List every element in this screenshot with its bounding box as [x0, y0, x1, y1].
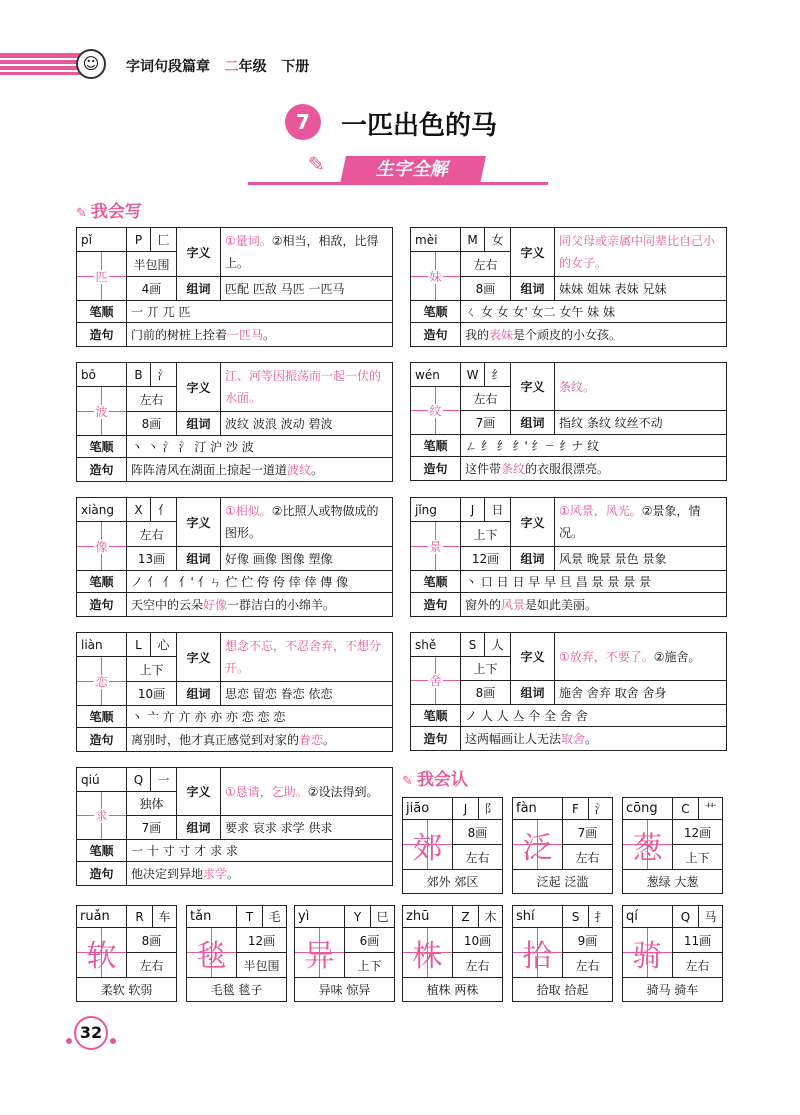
- page-number-badge: [66, 1016, 114, 1050]
- section-read: [402, 765, 468, 790]
- stroke-count: 12画: [461, 547, 511, 571]
- sentence-post: 的衣服很漂亮。: [525, 462, 610, 476]
- sentence-post: 。: [227, 867, 240, 881]
- sentence-label: 造句: [411, 593, 461, 617]
- words-label: 组词: [177, 816, 221, 840]
- words-label: 组词: [511, 277, 555, 301]
- stroke-order: 一 丌 兀 匹: [127, 301, 393, 323]
- header-stripe: [0, 70, 86, 72]
- stroke-count: 13画: [127, 547, 177, 571]
- sentence-highlight: 取舍: [561, 732, 586, 746]
- stroke-count: 8画: [453, 820, 503, 845]
- sentence-highlight: 表妹: [489, 328, 514, 342]
- index-letter: J: [453, 798, 479, 820]
- radical: 氵: [151, 363, 177, 387]
- index-letter: X: [127, 498, 151, 522]
- stroke-order: ノ 人 人 亼 仐 全 舍 舍: [461, 705, 727, 727]
- stroke-order-label: 笔顺: [411, 571, 461, 593]
- volume: 下册: [281, 59, 310, 75]
- sentence: [461, 727, 727, 751]
- structure: 左右: [673, 953, 723, 978]
- stroke-count: 7画: [563, 820, 613, 845]
- pinyin: wén: [411, 363, 461, 387]
- stroke-count: 10画: [127, 682, 177, 706]
- sentence-pre: 我的: [465, 328, 490, 342]
- stroke-order-label: 笔顺: [77, 301, 127, 323]
- write-card: [410, 497, 727, 617]
- words: 柔软 软弱: [77, 978, 177, 1002]
- words: 指纹 条纹 纹丝不动: [555, 411, 727, 435]
- stroke-order-label: 笔顺: [411, 301, 461, 323]
- sentence-highlight: 一匹马: [227, 328, 264, 342]
- meaning-part-a: ①量词。: [225, 234, 272, 248]
- radical: 女: [485, 228, 511, 252]
- character: [411, 657, 461, 705]
- character-glyph: 恋: [95, 674, 108, 689]
- words-label: 组词: [511, 681, 555, 705]
- character: 葱: [623, 820, 673, 870]
- sentence-post: 是如此美丽。: [525, 598, 598, 612]
- pinyin: zhū: [403, 906, 453, 928]
- write-card: [76, 767, 393, 886]
- structure: 独体: [127, 792, 177, 816]
- stroke-order-label: 笔顺: [411, 435, 461, 457]
- character: 株: [403, 928, 453, 978]
- structure: 半包围: [237, 953, 287, 978]
- index-letter: R: [127, 906, 153, 928]
- structure: 左右: [127, 387, 177, 412]
- words: 好像 画像 图像 塑像: [221, 547, 393, 571]
- structure: 上下: [673, 845, 723, 870]
- structure: 半包围: [127, 252, 177, 277]
- words-label: 组词: [177, 277, 221, 301]
- words: 施舍 舍弃 取舍 舍身: [555, 681, 727, 705]
- index-letter: S: [563, 906, 589, 928]
- sentence: [127, 862, 393, 886]
- pinyin: mèi: [411, 228, 461, 252]
- grade-prefix: 二: [224, 59, 239, 75]
- stroke-count: 8画: [127, 412, 177, 436]
- sentence-pre: 窗外的: [465, 598, 502, 612]
- meaning: [555, 228, 727, 277]
- meaning-label: 字义: [177, 768, 221, 816]
- meaning: [221, 363, 393, 412]
- structure: 左右: [563, 953, 613, 978]
- words: 毛毯 毯子: [187, 978, 287, 1002]
- stroke-count: 10画: [453, 928, 503, 953]
- pinyin: yì: [295, 906, 345, 928]
- pinyin: shí: [513, 906, 563, 928]
- stroke-count: 9画: [563, 928, 613, 953]
- lesson-name: 一匹出色的马: [341, 111, 498, 141]
- character-glyph: 妹: [429, 269, 442, 284]
- meaning-part-a: 同父母或亲属中同辈比自己小的女子。: [559, 234, 716, 270]
- meaning-part-b: ②景象，情况。: [559, 504, 701, 540]
- words: 匹配 匹敌 马匹 一匹马: [221, 277, 393, 301]
- radical: 扌: [589, 906, 613, 928]
- dot: [110, 1038, 116, 1044]
- stroke-order-label: 笔顺: [77, 571, 127, 593]
- sentence-pre: 这两幅画让人无法: [465, 732, 562, 746]
- structure: 上下: [345, 953, 395, 978]
- write-card: [410, 227, 727, 347]
- write-card: [410, 362, 727, 481]
- stroke-order-label: 笔顺: [77, 436, 127, 458]
- character: [77, 792, 127, 840]
- structure: 左右: [127, 953, 177, 978]
- character: [411, 387, 461, 435]
- words: 葱绿 大葱: [623, 870, 723, 894]
- words: 思恋 留恋 眷恋 依恋: [221, 682, 393, 706]
- meaning: [221, 633, 393, 682]
- index-letter: Z: [453, 906, 479, 928]
- series-name: 字词句段篇章: [126, 59, 210, 75]
- radical: 马: [699, 906, 723, 928]
- character: [77, 252, 127, 301]
- index-letter: W: [461, 363, 485, 387]
- words-label: 组词: [177, 682, 221, 706]
- meaning-label: 字义: [511, 228, 555, 277]
- structure: 上下: [461, 657, 511, 681]
- sentence-pre: 门前的树桩上拴着: [131, 328, 228, 342]
- radical: 阝: [479, 798, 503, 820]
- words: 骑马 骑车: [623, 978, 723, 1002]
- meaning: [555, 633, 727, 681]
- words-label: 组词: [177, 547, 221, 571]
- character-glyph: 像: [95, 539, 108, 554]
- sentence-label: 造句: [411, 323, 461, 347]
- sentence-post: 。: [263, 328, 276, 342]
- meaning: [221, 498, 393, 547]
- sentence-pre: 离别时，他才真正感觉到对家的: [131, 733, 300, 747]
- pencil-icon: ✎: [308, 152, 325, 176]
- words: 植株 两株: [403, 978, 503, 1002]
- pinyin: cōng: [623, 798, 673, 820]
- structure: 左右: [461, 387, 511, 411]
- sentence-highlight: 风景: [501, 598, 526, 612]
- character: [411, 522, 461, 571]
- index-letter: C: [673, 798, 699, 820]
- stroke-order-label: 笔顺: [77, 840, 127, 862]
- pinyin: jǐng: [411, 498, 461, 522]
- sentence-post: 一群洁白的小绵羊。: [227, 598, 336, 612]
- header-stripe: [0, 58, 86, 60]
- stroke-order: ㄑ 女 女 女' 女二 女午 妹 妹: [461, 301, 727, 323]
- radical: 心: [151, 633, 177, 657]
- words: 要求 哀求 求学 供求: [221, 816, 393, 840]
- sentence-label: 造句: [77, 862, 127, 886]
- sentence: [127, 458, 393, 482]
- write-card: [76, 497, 393, 617]
- page-number: 32: [74, 1016, 108, 1050]
- sentence-highlight: 波纹: [287, 463, 312, 477]
- meaning-label: 字义: [177, 363, 221, 412]
- radical: 纟: [485, 363, 511, 387]
- character-glyph: 舍: [429, 674, 442, 688]
- index-letter: P: [127, 228, 151, 252]
- stroke-count: 8画: [461, 681, 511, 705]
- sentence-post: 。: [323, 733, 336, 747]
- words-label: 组词: [511, 547, 555, 571]
- page-header: [0, 49, 800, 79]
- pinyin: pǐ: [77, 228, 127, 252]
- radical: 人: [485, 633, 511, 657]
- read-card: [512, 797, 613, 894]
- banner-label: 生字全解: [340, 156, 486, 184]
- character: [411, 252, 461, 301]
- meaning-part-b: ②设法得到。: [307, 784, 379, 799]
- index-letter: J: [461, 498, 485, 522]
- read-card: [622, 905, 723, 1002]
- lesson-number: 7: [285, 104, 321, 140]
- sentence-pre: 这件带: [465, 462, 502, 476]
- meaning-label: 字义: [177, 498, 221, 547]
- words: 拾取 拾起: [513, 978, 613, 1002]
- character: [77, 657, 127, 706]
- stroke-count: 11画: [673, 928, 723, 953]
- pencil-icon: ✎: [76, 206, 87, 221]
- header-title: [126, 56, 309, 76]
- sentence-label: 造句: [411, 727, 461, 751]
- sentence-highlight: 条纹: [501, 462, 526, 476]
- meaning-part-a: ①相似。: [225, 504, 272, 518]
- index-letter: T: [237, 906, 263, 928]
- stroke-count: 6画: [345, 928, 395, 953]
- stroke-order: ㄥ 纟 纟 纟' 纟ㄧ 纟ナ 纹: [461, 435, 727, 457]
- section-banner: [248, 152, 548, 186]
- meaning-label: 字义: [177, 633, 221, 682]
- stroke-order: 丶 亠 亣 亣 亦 亦 亦 恋 恋 恋: [127, 706, 393, 728]
- stroke-count: 8画: [127, 928, 177, 953]
- radical: 木: [479, 906, 503, 928]
- sentence: [127, 323, 393, 347]
- words: 异味 惊异: [295, 978, 395, 1002]
- grade-suffix: 年级: [238, 59, 267, 75]
- radical: 匚: [151, 228, 177, 252]
- write-card: [76, 362, 393, 482]
- stroke-count: 4画: [127, 277, 177, 301]
- stroke-order: 一 十 寸 寸 才 求 求: [127, 840, 393, 862]
- index-letter: M: [461, 228, 485, 252]
- read-card: [294, 905, 395, 1002]
- structure: 左右: [127, 522, 177, 547]
- character-glyph: 求: [95, 809, 108, 823]
- meaning-part-a: 条纹。: [559, 379, 596, 394]
- sentence-label: 造句: [77, 728, 127, 752]
- sentence-highlight: 眷恋: [299, 733, 324, 747]
- sentence-post: 是个顽皮的小女孩。: [513, 328, 622, 342]
- index-letter: B: [127, 363, 151, 387]
- stroke-count: 12画: [237, 928, 287, 953]
- read-card: [622, 797, 723, 894]
- header-stripe: [0, 64, 86, 66]
- stroke-count: 12画: [673, 820, 723, 845]
- index-letter: Q: [127, 768, 151, 792]
- read-card: [402, 905, 503, 1002]
- pinyin: shě: [411, 633, 461, 657]
- structure: 左右: [461, 252, 511, 277]
- meaning-part-b: ②施舍。: [653, 649, 701, 664]
- words: 风景 晚景 景色 景象: [555, 547, 727, 571]
- sentence-pre: 他决定到异地: [131, 867, 204, 881]
- sentence-label: 造句: [77, 323, 127, 347]
- pinyin: fàn: [513, 798, 563, 820]
- stroke-count: 8画: [461, 277, 511, 301]
- meaning-part-a: ①风景，风光。: [559, 504, 642, 518]
- sentence-pre: 天空中的云朵: [131, 598, 204, 612]
- read-card: [512, 905, 613, 1002]
- structure: 左右: [453, 953, 503, 978]
- meaning-label: 字义: [177, 228, 221, 277]
- character: 泛: [513, 820, 563, 870]
- meaning-label: 字义: [511, 363, 555, 411]
- meaning-part-b: ②相当，相敌，比得上。: [225, 234, 379, 270]
- character: 软: [77, 928, 127, 978]
- pinyin: bō: [77, 363, 127, 387]
- words: 郊外 郊区: [403, 870, 503, 894]
- meaning-part-a: 想念不忘，不忍舍弃，不想分开。: [225, 639, 382, 675]
- structure: 上下: [461, 522, 511, 547]
- meaning: [555, 363, 727, 411]
- index-letter: F: [563, 798, 589, 820]
- meaning-part-a: ①放弃，不要了。: [559, 649, 654, 664]
- character: 郊: [403, 820, 453, 870]
- stroke-order: 丶 丶 氵 氵 汀 沪 沙 波: [127, 436, 393, 458]
- structure: 左右: [563, 845, 613, 870]
- character-glyph: 波: [95, 404, 108, 419]
- pencil-icon: ✎: [402, 774, 413, 789]
- stroke-count: 7画: [461, 411, 511, 435]
- meaning: [555, 498, 727, 547]
- words: 泛起 泛滥: [513, 870, 613, 894]
- character-glyph: 景: [429, 539, 442, 554]
- stroke-order: 丶 口 日 日 早 早 旦 昌 景 景 景 景: [461, 571, 727, 593]
- character-glyph: 匹: [95, 269, 108, 284]
- meaning-label: 字义: [511, 633, 555, 681]
- radical: 毛: [263, 906, 287, 928]
- radical: 日: [485, 498, 511, 522]
- pinyin: xiàng: [77, 498, 127, 522]
- dot: [66, 1038, 72, 1044]
- index-letter: Q: [673, 906, 699, 928]
- meaning-part-a: ①恳请，乞助。: [225, 784, 308, 799]
- radical: 巳: [371, 906, 395, 928]
- read-card: [186, 905, 287, 1002]
- pinyin: liàn: [77, 633, 127, 657]
- section-write-label: 我会写: [90, 202, 142, 222]
- sentence: [127, 728, 393, 752]
- meaning-part-a: 江、河等因振荡而一起一伏的水面。: [225, 369, 382, 405]
- radical: 一: [151, 768, 177, 792]
- write-card: [76, 227, 393, 347]
- stroke-order-label: 笔顺: [77, 706, 127, 728]
- write-card: [76, 632, 393, 752]
- character: 拾: [513, 928, 563, 978]
- sentence: [127, 593, 393, 617]
- pinyin: tǎn: [187, 906, 237, 928]
- sentence: [461, 457, 727, 481]
- sentence-highlight: 好像: [203, 598, 228, 612]
- sentence: [461, 323, 727, 347]
- index-letter: Y: [345, 906, 371, 928]
- sentence-pre: 阵阵清风在湖面上掠起一道道: [131, 463, 288, 477]
- sentence-label: 造句: [77, 593, 127, 617]
- character: 异: [295, 928, 345, 978]
- words-label: 组词: [177, 412, 221, 436]
- structure: 上下: [127, 657, 177, 682]
- mascot-icon: ☺: [76, 49, 106, 79]
- pinyin: qiú: [77, 768, 127, 792]
- read-card: [402, 797, 503, 894]
- radical: 艹: [699, 798, 723, 820]
- structure: 左右: [453, 845, 503, 870]
- meaning: [221, 768, 393, 816]
- sentence-label: 造句: [411, 457, 461, 481]
- meaning-part-b: ②比照人或物做成的图形。: [225, 504, 379, 540]
- words-label: 组词: [511, 411, 555, 435]
- character-glyph: 纹: [429, 404, 442, 418]
- stroke-count: 7画: [127, 816, 177, 840]
- stroke-order-label: 笔顺: [411, 705, 461, 727]
- sentence-post: 。: [585, 732, 598, 746]
- index-letter: L: [127, 633, 151, 657]
- radical: 车: [153, 906, 177, 928]
- radical: 氵: [589, 798, 613, 820]
- character: [77, 387, 127, 436]
- stroke-order: ノ 亻 亻 亻' 亻ㄣ 伫 伫 侉 侉 倖 倖 傳 像: [127, 571, 393, 593]
- character: [77, 522, 127, 571]
- words: 波纹 波浪 波动 碧波: [221, 412, 393, 436]
- pinyin: jiāo: [403, 798, 453, 820]
- meaning: [221, 228, 393, 277]
- sentence: [461, 593, 727, 617]
- meaning-label: 字义: [511, 498, 555, 547]
- words: 妹妹 姐妹 表妹 兄妹: [555, 277, 727, 301]
- read-card: [76, 905, 177, 1002]
- character: 骑: [623, 928, 673, 978]
- section-write: [76, 197, 142, 222]
- write-card: [410, 632, 727, 751]
- sentence-label: 造句: [77, 458, 127, 482]
- character: 毯: [187, 928, 237, 978]
- pinyin: ruǎn: [77, 906, 127, 928]
- section-read-label: 我会认: [416, 770, 468, 790]
- pinyin: qí: [623, 906, 673, 928]
- index-letter: S: [461, 633, 485, 657]
- sentence-post: 。: [311, 463, 324, 477]
- radical: 亻: [151, 498, 177, 522]
- sentence-highlight: 求学: [203, 867, 228, 881]
